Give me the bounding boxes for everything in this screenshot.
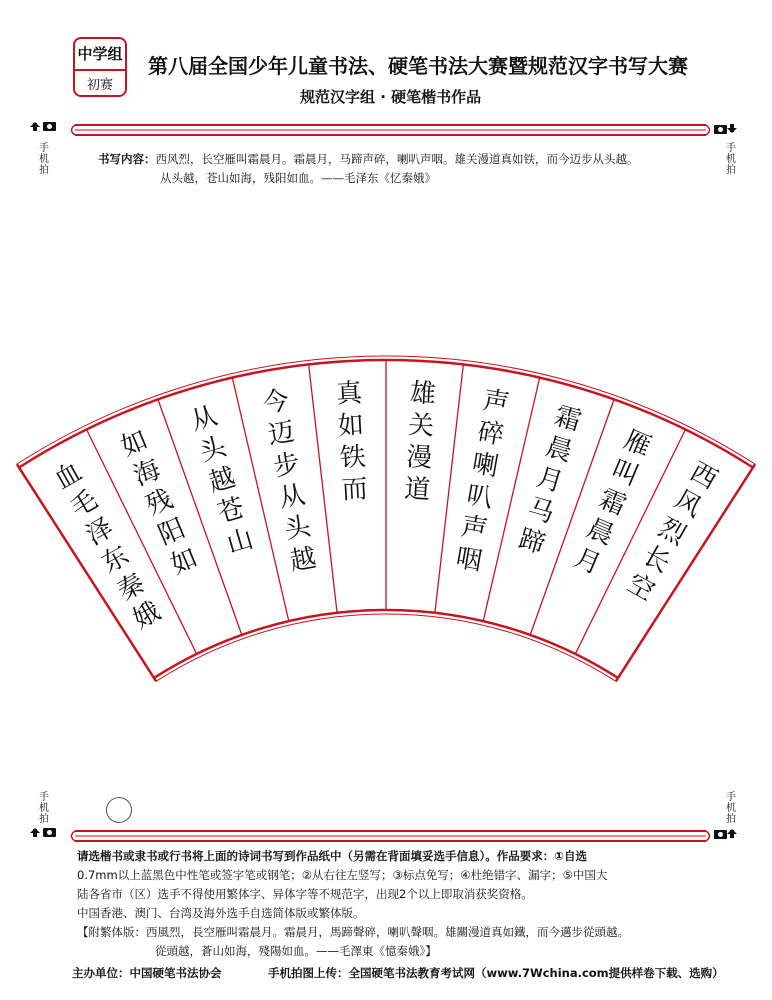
fan-character: 秦 [112,568,150,608]
fan-character: 血 [49,456,88,496]
fan-character: 而 [340,474,369,506]
content-text-1: 西风烈，长空雁叫霜晨月。霜晨月，马蹄声碎，喇叭声咽。雄关漫道真如铁，而今迈步从头越。 [155,152,639,166]
fan-character: 空 [622,568,660,608]
fan-character: 越 [205,462,239,499]
content-label: 书写内容： [98,152,156,166]
fan-character: 声 [480,385,512,420]
side-label-bottom-left: 手机拍 [39,792,49,825]
fan-character: 山 [223,523,257,560]
fan-arc [156,614,616,681]
fan-character: 毛 [65,484,103,524]
instruction-line-2: 0.7mm以上蓝黑色中性笔或签字笔或钢笔；②从右往左竖写；③标点免写；④杜绝错字、漏字；⑤中国大 [77,868,608,882]
fan-character: 如 [166,542,203,581]
fan-character: 迈 [265,416,297,451]
fan-character: 苍 [214,493,248,530]
fan-character: 叭 [464,480,496,515]
fan-character: 霜 [551,401,585,438]
fan-character: 烈 [653,512,691,552]
fan-character: 晨 [582,513,618,552]
fan-character: 蹄 [515,523,549,560]
fan-character: 越 [287,543,319,578]
fan-character: 西 [684,456,723,496]
side-label-top-left: 手机拍 [39,143,49,176]
fan-character: 月 [533,462,567,499]
fan-character: 真 [335,378,363,410]
fan-character: 阳 [154,513,190,552]
fan-character: 残 [141,483,178,522]
fan-character: 铁 [338,442,367,474]
fan-character: 从 [276,480,308,515]
fan-character: 关 [407,410,435,442]
instruction-line-6: 從頭越，蒼山如海，殘陽如血。——毛澤東《憶秦娥》】 [155,944,437,958]
fan-character: 步 [271,448,303,483]
fan-character: 泽 [81,512,119,552]
page-subtitle: 规范汉字组 · 硬笔楷书作品 [300,88,482,106]
instruction-line-4: 中国香港、澳门、台湾及海外选手自选简体版或繁体版。 [77,906,365,920]
fan-character: 漫 [405,442,434,474]
fan-character: 东 [96,540,135,580]
fan-character: 喇 [469,448,501,483]
instruction-line-5: 【附繁体版：西風烈，長空雁叫霜晨月。霜晨月，馬蹄聲碎，喇叭聲咽。雄關漫道真如鐵，而今邁步從頭越。 [77,925,629,939]
fan-character: 碎 [475,416,507,451]
fan-character: 雄 [409,378,437,410]
side-label-bottom-right: 手机拍 [726,792,736,825]
instruction-line-3: 陆各省市（区）选手不得使用繁体字、异体字等不规范字，出现2个以上即取消获奖资格。 [77,887,533,901]
side-label-top-right: 手机拍 [726,143,736,176]
fan-character: 如 [116,424,153,463]
fan-character: 风 [669,484,707,524]
content-line-2: 从头越，苍山如海，残阳如血。——毛泽东《忆秦娥》 [160,171,436,185]
fan-character: 头 [282,511,314,546]
fan-character: 咽 [453,543,485,578]
badge-round: 初赛 [86,78,113,93]
fan-character: 雁 [619,424,656,463]
footer-upload: 手机拍图上传：全国硬笔书法教育考试网（www.7Wchina.com提供样卷下载、选购） [268,966,724,980]
fan-character: 如 [337,410,365,442]
fan-character: 娥 [128,596,166,636]
fan-character: 晨 [542,431,576,468]
fan-character: 头 [196,431,230,468]
page-title: 第八届全国少年儿童书法、硬笔书法大赛暨规范汉字书写大赛 [148,54,688,78]
fan-character: 道 [403,474,432,506]
fan-character: 声 [458,511,490,546]
fan-character: 长 [637,540,676,580]
fan-character: 从 [187,401,221,438]
fan-character: 今 [260,385,292,420]
fan-character: 霜 [594,483,631,522]
fan-divider [309,364,337,612]
instruction-line-1: 请选楷书或隶书或行书将上面的诗词书写到作品纸中（另需在背面填妥选手信息）。作品要求：①自选 [77,849,587,863]
fan-divider [435,364,463,612]
fan-arc [154,610,618,678]
fan-character: 马 [524,493,558,530]
fan-character: 月 [569,542,606,581]
fan-character: 海 [129,454,165,493]
fan-character: 叫 [607,454,643,493]
footer-organizer: 主办单位：中国硬笔书法协会 [72,966,222,980]
badge-group: 中学组 [77,45,123,63]
